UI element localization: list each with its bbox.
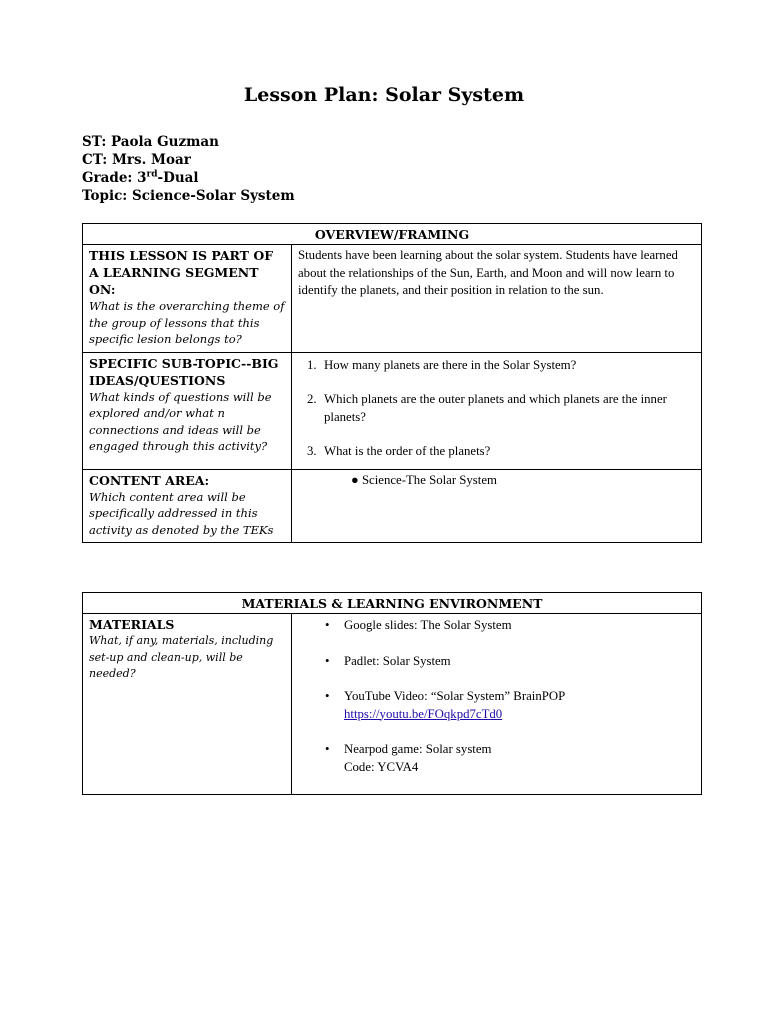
subtopic-label-cell (83, 352, 292, 469)
bullet-icon: • (325, 689, 330, 703)
student-teacher: ST: Paola Guzman (82, 134, 219, 150)
cooperating-teacher: CT: Mrs. Moar (82, 152, 191, 168)
materials-label-cell (83, 614, 292, 795)
topic: Topic: Science-Solar System (82, 188, 295, 204)
overview-table (82, 223, 702, 543)
page-title: Lesson Plan: Solar System (243, 84, 525, 106)
content-area-desc: Which content area will be specifically addressed in this activity as denoted by the TEKs (89, 489, 274, 537)
youtube-link[interactable]: https://youtu.be/FOqkpd7cTd0 (344, 706, 503, 721)
question-item: 2. Which planets are the outer planets and which planets are the inner planets? (307, 392, 667, 424)
materials-header: MATERIALS & LEARNING ENVIRONMENT (83, 593, 702, 614)
segment-desc: What is the overarching theme of the group of lessons that this specific lesion belongs to? (89, 299, 285, 346)
question-item: 3. What is the order of the planets? (307, 444, 491, 458)
material-item: • YouTube Video: “Solar System” BrainPOP https://youtu.be/FOqkpd7cTd0 (325, 689, 566, 721)
subtopic-questions-cell (292, 352, 702, 469)
content-area-label-cell (83, 469, 292, 543)
materials-row (83, 614, 702, 795)
materials-table (82, 592, 702, 795)
subtopic-desc: What kinds of questions will be explored and/or what n connections and ideas will be engaged through this activity? (89, 389, 272, 453)
segment-label-cell (83, 245, 292, 353)
material-item: • Nearpod game: Solar system Code: YCVA4 (325, 742, 492, 774)
segment-content: Students have been learning about the solar system. Students have learned about the relationships of the Sun, Earth, and Moon and will now learn to identify the planets, and their position in relation to the sun. (292, 245, 702, 353)
overview-header: OVERVIEW/FRAMING (83, 224, 702, 245)
content-area-label: CONTENT AREA: (89, 472, 210, 488)
content-area-value-cell (292, 469, 702, 543)
bullet-icon: • (325, 653, 330, 668)
material-item: • Google slides: The Solar System (298, 617, 696, 635)
subtopic-row (83, 352, 702, 469)
materials-desc: What, if any, materials, including set-up and clean-up, will be needed? (89, 634, 274, 680)
content-area-row (83, 469, 702, 543)
grade-sup: rd (146, 169, 158, 180)
lesson-meta (82, 133, 295, 205)
materials-label: MATERIALS (89, 617, 175, 632)
content-area-value: Science-The Solar System (361, 472, 497, 487)
material-item: • Padlet: Solar System (298, 653, 696, 671)
bullet-icon: • (325, 742, 330, 756)
question-item: 1. How many planets are there in the Solar System? (307, 357, 577, 372)
question-list (298, 357, 696, 461)
segment-label: THIS LESSON IS PART OF A LEARNING SEGMENT ON: (89, 248, 274, 297)
bullet-icon: ● (351, 472, 359, 487)
subtopic-label: SPECIFIC SUB-TOPIC--BIG IDEAS/QUESTIONS (89, 355, 279, 388)
nearpod-code: Code: YCVA4 (344, 759, 419, 774)
grade-suffix: -Dual (157, 170, 199, 186)
segment-row (83, 245, 702, 353)
bullet-icon: • (325, 618, 330, 632)
grade-prefix: Grade: 3 (82, 170, 147, 186)
grade (82, 169, 295, 187)
materials-list-cell (292, 614, 702, 795)
materials-list (298, 617, 696, 776)
